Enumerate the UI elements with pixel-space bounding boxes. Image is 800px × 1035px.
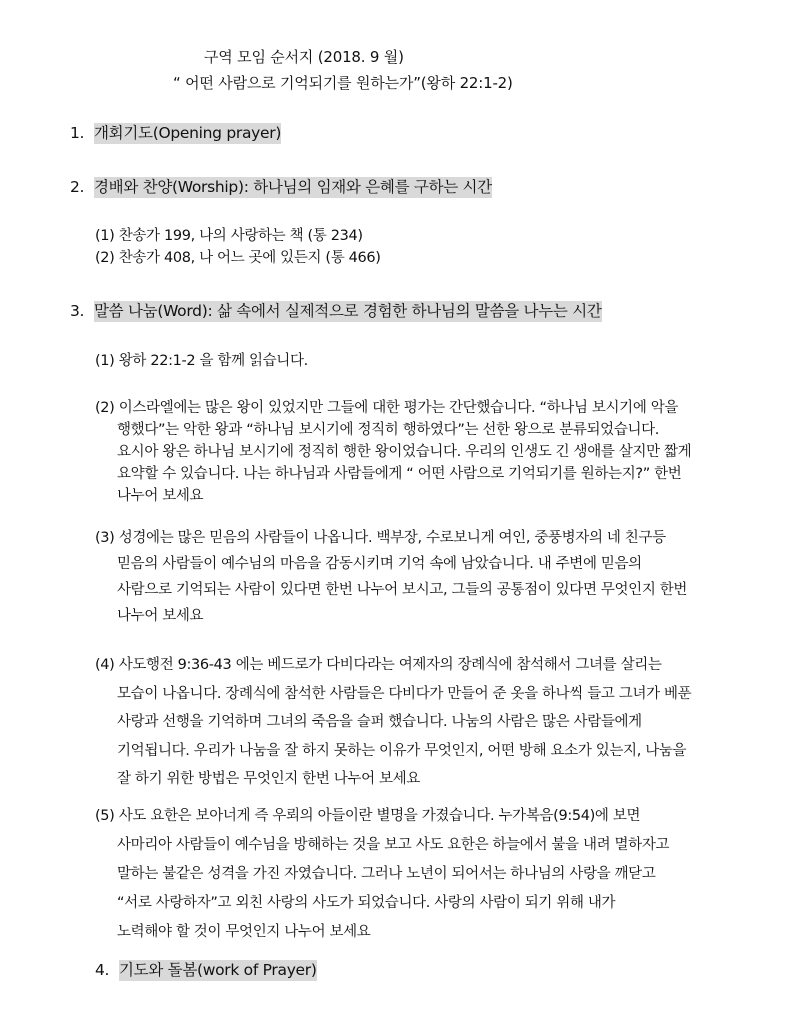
section-number: 3. bbox=[70, 302, 85, 320]
item-line: (4) 사도행전 9:36-43 에는 베드로가 다비다라는 여제자의 장례식에 참석해서 그녀를 살리는 bbox=[95, 657, 662, 673]
section-prayer bbox=[95, 958, 317, 982]
item-line: (3) 성경에는 많은 믿음의 사람들이 나옵니다. 백부장, 수로보니게 여인, 중풍병자의 네 친구등 bbox=[95, 530, 666, 546]
item-line: (5) 사도 요한은 보아너게 즉 우뢰의 아들이란 별명을 가졌습니다. 누가복음(9:54)에 보면 bbox=[95, 808, 641, 824]
discussion-item-3 bbox=[95, 525, 687, 629]
item-line: 잘 하기 위한 방법은 무엇인지 한번 나누어 보세요 bbox=[117, 771, 420, 787]
section-heading: 개회기도(Opening prayer) bbox=[94, 124, 282, 142]
section-worship bbox=[70, 175, 492, 199]
item-line: (1) 왕하 22:1-2 을 함께 읽습니다. bbox=[95, 353, 308, 369]
section-number: 2. bbox=[70, 178, 85, 196]
item-line: 사마리아 사람들이 예수님을 방해하는 것을 보고 사도 요한은 하늘에서 불을 내려 멸하자고 bbox=[117, 837, 670, 853]
section-heading: 기도와 돌봄(work of Prayer) bbox=[119, 961, 317, 979]
section-heading: 말씀 나눔(Word): 삶 속에서 실제적으로 경험한 하나님의 말씀을 나누는 시간 bbox=[94, 302, 602, 320]
section-number: 1. bbox=[70, 124, 85, 142]
item-line: 믿음의 사람들이 예수님의 마음을 감동시키며 기억 속에 남았습니다. 내 주변에 믿음의 bbox=[117, 556, 642, 572]
item-line: 노력해야 할 것이 무엇인지 나누어 보세요 bbox=[117, 924, 371, 940]
discussion-item-2 bbox=[95, 397, 691, 507]
item-line: 모습이 나옵니다. 장례식에 참석한 사람들은 다비다가 만들어 준 옷을 하나씩 들고 그녀가 베푼 bbox=[117, 685, 692, 702]
discussion-item-5 bbox=[95, 802, 669, 947]
section-number: 4. bbox=[95, 961, 110, 979]
item-line: 사람으로 기억되는 사람이 있다면 한번 나누어 보시고, 그들의 공통점이 있다면 무엇인지 한번 bbox=[117, 582, 688, 598]
hymn-list bbox=[95, 225, 381, 269]
hymn-item: (1) 찬송가 199, 나의 사랑하는 책 (통 234) bbox=[95, 228, 363, 244]
document-title: 구역 모임 순서지 (2018. 9 월) bbox=[204, 48, 404, 66]
discussion-item-4 bbox=[95, 651, 691, 794]
item-line: (2) 이스라엘에는 많은 왕이 있었지만 그들에 대한 평가는 간단했습니다. “하나님 보시기에 악을 bbox=[95, 400, 679, 416]
hymn-item: (2) 찬송가 408, 나 어느 곳에 있든지 (통 466) bbox=[95, 250, 381, 266]
item-line: 기억됩니다. 우리가 나눔을 잘 하지 못하는 이유가 무엇인지, 어떤 방해 요소가 있는지, 나눔을 bbox=[117, 742, 687, 759]
item-line: 말하는 불같은 성격을 가진 자였습니다. 그러나 노년이 되어서는 하나님의 사랑을 깨닫고 bbox=[117, 866, 656, 882]
item-line: 요시아 왕은 하나님 보시기에 정직히 행한 왕이었습니다. 우리의 인생도 긴 생애를 살지만 짧게 bbox=[117, 444, 692, 460]
section-opening-prayer bbox=[70, 121, 281, 145]
item-line: 요약할 수 있습니다. 나는 하나님과 사람들에게 “ 어떤 사람으로 기억되기를 원하는지?” 한번 bbox=[117, 466, 682, 482]
item-line: 나누어 보세요 bbox=[117, 608, 204, 624]
section-word bbox=[70, 299, 602, 323]
discussion-item-1 bbox=[95, 350, 308, 372]
section-heading: 경배와 찬양(Worship): 하나님의 임재와 은혜를 구하는 시간 bbox=[94, 178, 492, 196]
item-line: 행했다”는 악한 왕과 “하나님 보시기에 정직히 행하였다”는 선한 왕으로 분류되었습니다. bbox=[117, 422, 660, 438]
document-subtitle: “ 어떤 사람으로 기억되기를 원하는가”(왕하 22:1-2) bbox=[173, 74, 513, 92]
item-line: 사랑과 선행을 기억하며 그녀의 죽음을 슬퍼 했습니다. 나눔의 사람은 많은 사람들에게 bbox=[117, 714, 642, 730]
item-line: 나누어 보세요 bbox=[117, 488, 204, 504]
item-line: “서로 사랑하자”고 외친 사랑의 사도가 되었습니다. 사랑의 사람이 되기 위해 내가 bbox=[117, 895, 616, 911]
